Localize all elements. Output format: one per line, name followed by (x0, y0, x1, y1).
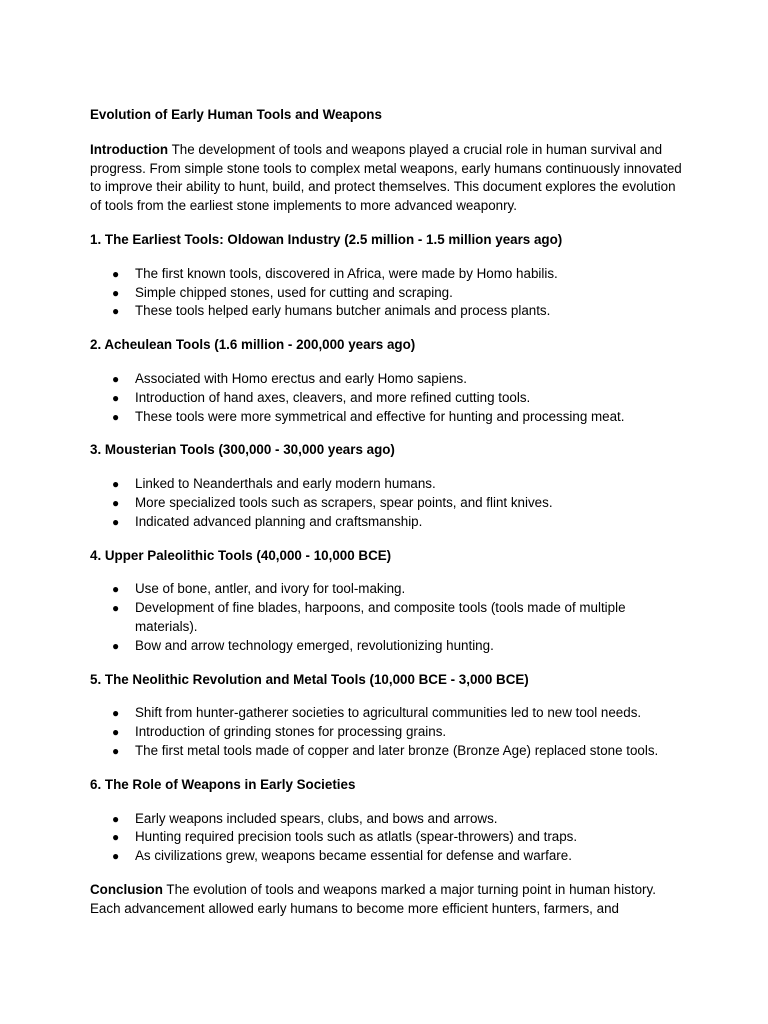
conclusion-text: The evolution of tools and weapons marked a major turning point in human history. Each advancement allowed early humans to become more efficient hunters, farmers, and (90, 881, 656, 916)
list-item-text: Hunting required precision tools such as atlatls (spear-throwers) and traps. (135, 829, 578, 845)
list-item-text: Early weapons included spears, clubs, and bows and arrows. (135, 810, 498, 826)
list-item-text: These tools helped early humans butcher animals and process plants. (135, 303, 551, 319)
list-item-text: Use of bone, antler, and ivory for tool-making. (135, 581, 406, 597)
section-heading: 1. The Earliest Tools: Oldowan Industry (2.5 million - 1.5 million years ago) (90, 231, 563, 247)
conclusion-label: Conclusion (90, 881, 163, 897)
section-heading: 4. Upper Paleolithic Tools (40,000 - 10,000 BCE) (90, 547, 392, 563)
bullet-list (90, 475, 682, 531)
list-item (90, 742, 682, 761)
section-1 (90, 231, 682, 321)
list-item-text: As civilizations grew, weapons became essential for defense and warfare. (135, 848, 572, 864)
list-item-text: More specialized tools such as scrapers, spear points, and flint knives. (135, 494, 553, 510)
list-item-text: Simple chipped stones, used for cutting and scraping. (135, 284, 453, 300)
bullet-list (90, 265, 682, 321)
section-6 (90, 776, 682, 866)
section-4 (90, 547, 682, 656)
list-item-text: Shift from hunter-gatherer societies to agricultural communities led to new tool needs. (135, 705, 642, 721)
bullet-list (90, 580, 682, 655)
bullet-list (90, 370, 682, 426)
list-item (90, 847, 682, 866)
list-item (90, 494, 682, 513)
list-item-text: Linked to Neanderthals and early modern humans. (135, 476, 436, 492)
bullet-icon: ● (112, 638, 120, 653)
list-item (90, 828, 682, 847)
bullet-icon: ● (112, 514, 120, 529)
list-item-text: The first metal tools made of copper and later bronze (Bronze Age) replaced stone tools. (135, 742, 659, 758)
section-5 (90, 671, 682, 761)
bullet-icon: ● (112, 849, 120, 864)
list-item (90, 637, 682, 656)
list-item-text: Introduction of grinding stones for processing grains. (135, 724, 447, 740)
list-item-text: Introduction of hand axes, cleavers, and more refined cutting tools. (135, 389, 531, 405)
list-item (90, 580, 682, 599)
section-2 (90, 336, 682, 426)
conclusion-paragraph (90, 881, 682, 919)
list-item (90, 265, 682, 284)
bullet-icon: ● (112, 743, 120, 758)
list-item (90, 513, 682, 532)
section-heading: 2. Acheulean Tools (1.6 million - 200,000 years ago) (90, 337, 416, 353)
bullet-icon: ● (112, 371, 120, 386)
list-item-text: The first known tools, discovered in Africa, were made by Homo habilis. (135, 265, 558, 281)
bullet-list (90, 810, 682, 866)
bullet-icon: ● (112, 601, 120, 616)
list-item-text: Bow and arrow technology emerged, revolutionizing hunting. (135, 637, 494, 653)
list-item (90, 370, 682, 389)
introduction-label: Introduction (90, 141, 169, 157)
bullet-icon: ● (112, 304, 120, 319)
section-heading: 3. Mousterian Tools (300,000 - 30,000 years ago) (90, 442, 395, 458)
bullet-icon: ● (112, 285, 120, 300)
bullet-icon: ● (112, 409, 120, 424)
list-item (90, 599, 682, 637)
list-item (90, 302, 682, 321)
bullet-icon: ● (112, 811, 120, 826)
section-heading: 5. The Neolithic Revolution and Metal Tools (10,000 BCE - 3,000 BCE) (90, 671, 529, 687)
bullet-icon: ● (112, 266, 120, 281)
list-item-text: Development of fine blades, harpoons, and composite tools (tools made of multiple materials). (135, 600, 626, 634)
bullet-icon: ● (112, 725, 120, 740)
document-title: Evolution of Early Human Tools and Weapons (90, 107, 382, 122)
list-item (90, 389, 682, 408)
list-item-text: Indicated advanced planning and craftsmanship. (135, 513, 423, 529)
list-item (90, 723, 682, 742)
section-heading: 6. The Role of Weapons in Early Societies (90, 776, 356, 792)
introduction-text: The development of tools and weapons played a crucial role in human survival and progress. From simple stone tools to complex metal weapons, early humans continuously innovated to improve their ability to hunt, build, and protect themselves. This document explores the evolution of tools from the earliest stone implements to more advanced weaponry. (90, 141, 682, 214)
document-body (90, 106, 682, 919)
list-item (90, 704, 682, 723)
list-item (90, 475, 682, 494)
section-3 (90, 441, 682, 531)
bullet-icon: ● (112, 830, 120, 845)
list-item (90, 810, 682, 829)
bullet-icon: ● (112, 582, 120, 597)
bullet-icon: ● (112, 477, 120, 492)
list-item-text: Associated with Homo erectus and early Homo sapiens. (135, 370, 467, 386)
bullet-icon: ● (112, 706, 120, 721)
list-item (90, 408, 682, 427)
introduction-paragraph (90, 141, 682, 216)
bullet-icon: ● (112, 390, 120, 405)
bullet-list (90, 704, 682, 760)
list-item (90, 284, 682, 303)
bullet-icon: ● (112, 495, 120, 510)
list-item-text: These tools were more symmetrical and effective for hunting and processing meat. (135, 408, 625, 424)
